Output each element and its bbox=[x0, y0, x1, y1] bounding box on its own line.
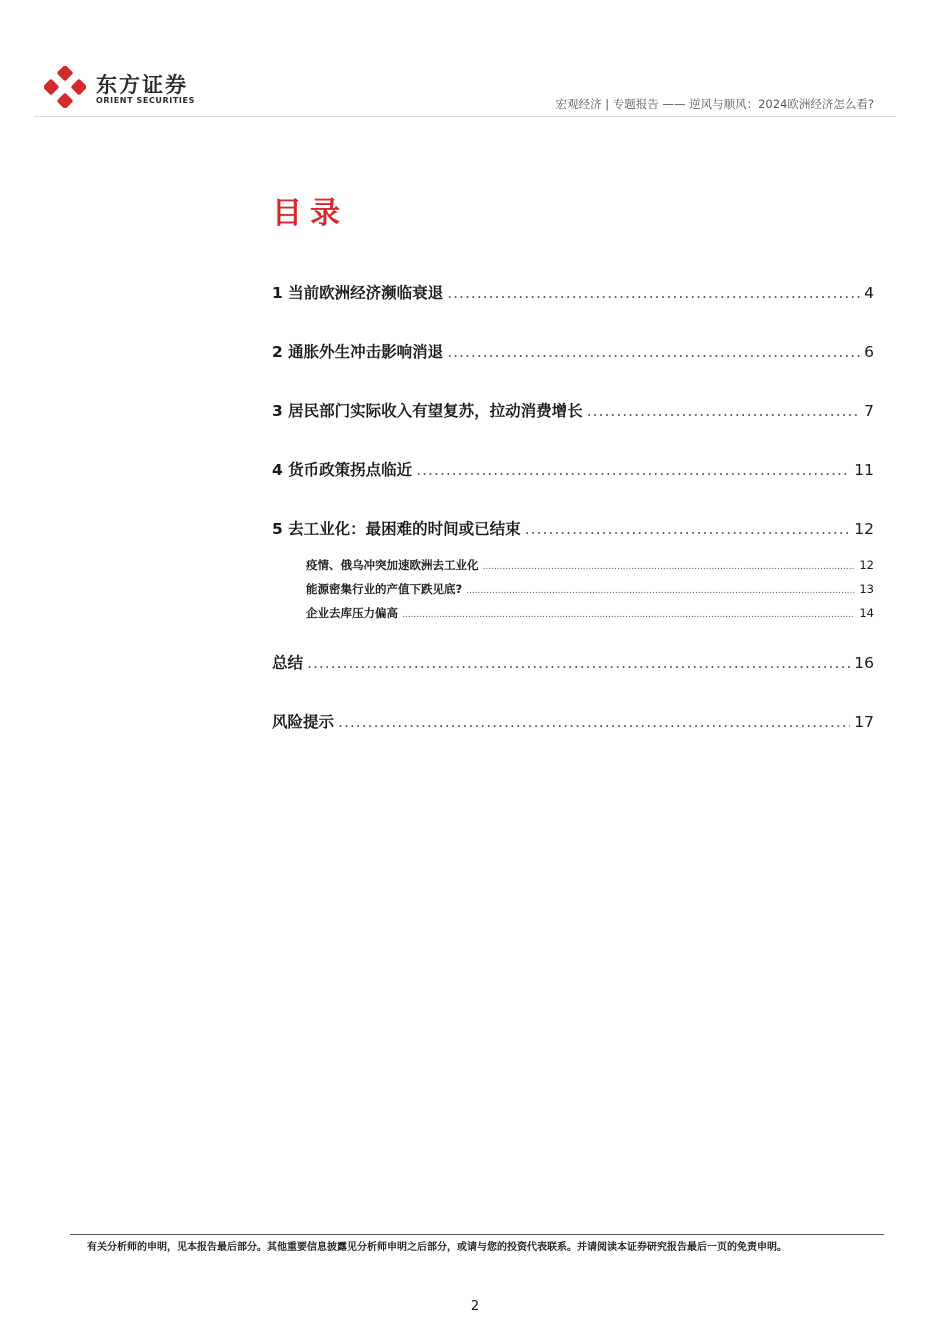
toc-subentry-label: 疫情、俄乌冲突加速欧洲去工业化 bbox=[306, 558, 479, 572]
toc-dot-leader bbox=[466, 586, 855, 596]
toc-entry-label: 总结 bbox=[272, 654, 304, 672]
logo-chinese-name: 东方证券 bbox=[96, 73, 188, 97]
toc-entry-page: 7 bbox=[864, 402, 874, 420]
toc-entry[interactable] bbox=[272, 517, 874, 539]
toc-entry-label: 3 居民部门实际收入有望复苏，拉动消费增长 bbox=[272, 402, 583, 420]
toc-entry-page: 17 bbox=[854, 713, 874, 731]
toc-entry[interactable] bbox=[272, 340, 874, 362]
toc-entry[interactable] bbox=[272, 458, 874, 480]
toc-dot-leader bbox=[447, 284, 860, 302]
toc-subentry-label: 企业去库压力偏高 bbox=[306, 606, 398, 620]
logo-english-name: ORIENT SECURITIES bbox=[96, 96, 195, 105]
toc-entry-page: 6 bbox=[864, 343, 874, 361]
toc-dot-leader bbox=[416, 461, 850, 479]
toc-entry-label: 2 通胀外生冲击影响消退 bbox=[272, 343, 444, 361]
toc-entry[interactable] bbox=[272, 399, 874, 421]
orient-securities-logo-icon bbox=[44, 66, 86, 108]
toc-subentry-page: 13 bbox=[859, 582, 874, 596]
toc-dot-leader bbox=[483, 562, 856, 572]
footer-divider bbox=[70, 1234, 884, 1235]
page-header bbox=[0, 0, 950, 118]
toc-subentry-page: 14 bbox=[859, 606, 874, 620]
toc-title: 目录 bbox=[272, 196, 348, 231]
toc-dot-leader bbox=[338, 713, 850, 731]
toc-entry[interactable] bbox=[272, 710, 874, 732]
toc-subentry[interactable] bbox=[306, 557, 874, 573]
toc-subentry[interactable] bbox=[306, 605, 874, 621]
toc-dot-leader bbox=[447, 343, 860, 361]
toc-entry-label: 风险提示 bbox=[272, 713, 335, 731]
toc-entry-label: 1 当前欧洲经济濒临衰退 bbox=[272, 284, 444, 302]
toc-dot-leader bbox=[525, 520, 851, 538]
toc-subentry[interactable] bbox=[306, 581, 874, 597]
toc-entry-page: 16 bbox=[854, 654, 874, 672]
toc-subentry-page: 12 bbox=[859, 558, 874, 572]
page-number: 2 bbox=[470, 1299, 480, 1314]
toc-dot-leader bbox=[307, 654, 850, 672]
toc-entry-page: 11 bbox=[854, 461, 874, 479]
running-head: 宏观经济 | 专题报告 —— 逆风与顺风：2024欧洲经济怎么看? bbox=[555, 97, 874, 111]
toc-entry-label: 5 去工业化：最困难的时间或已结束 bbox=[272, 520, 521, 538]
toc-entry-page: 4 bbox=[864, 284, 874, 302]
toc-entry-label: 4 货币政策拐点临近 bbox=[272, 461, 413, 479]
toc-entry-page: 12 bbox=[854, 520, 874, 538]
toc-entry[interactable] bbox=[272, 651, 874, 673]
header-divider bbox=[34, 116, 896, 117]
toc-entry[interactable] bbox=[272, 281, 874, 303]
toc-dot-leader bbox=[402, 610, 855, 620]
toc-dot-leader bbox=[587, 402, 860, 420]
toc-subentry-label: 能源密集行业的产值下跌见底? bbox=[306, 582, 463, 596]
footer-disclaimer: 有关分析师的申明，见本报告最后部分。其他重要信息披露见分析师申明之后部分，或请与您的投资代表联系。并请阅读本证券研究报告最后一页的免责申明。 bbox=[87, 1242, 787, 1253]
